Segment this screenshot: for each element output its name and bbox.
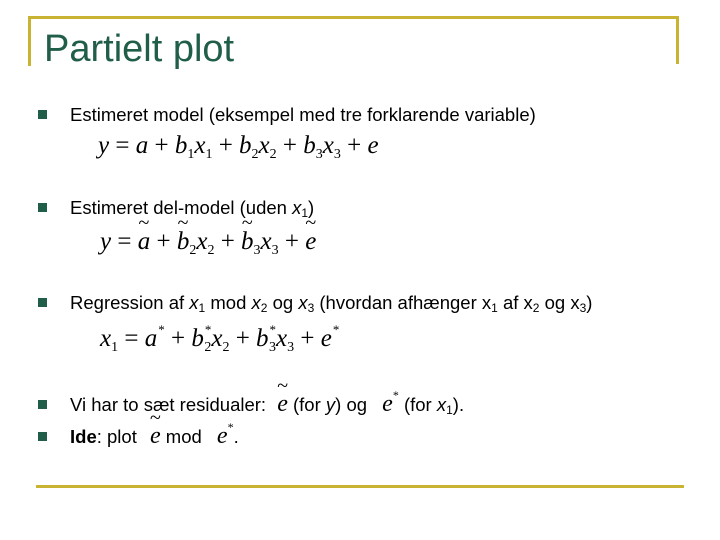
subscript: 2 (260, 301, 268, 315)
variable-x: x (189, 292, 199, 313)
text-part: (for (287, 394, 326, 415)
bullet-square-icon (38, 110, 47, 119)
bullet-regression (38, 292, 592, 315)
bullet-estimated-model (38, 104, 536, 126)
frame-right-line (676, 16, 679, 64)
residual-e-star: e* (216, 420, 234, 449)
frame-top-line (28, 16, 678, 19)
bullet-text: Estimeret del-model (uden (70, 197, 293, 218)
text-part: mod (205, 292, 252, 313)
residual-e-tilde: ~ e (142, 423, 161, 449)
text-part: : plot (96, 426, 142, 447)
subscript: 2 (532, 301, 540, 315)
text-part: ) og (335, 394, 373, 415)
bullet-square-icon (38, 298, 47, 307)
equation-full-model: $y = a + b_1x_1 + b_2x_2 + b_3x_3 + e$ (98, 132, 379, 162)
text-part: . (233, 426, 239, 447)
text-part: ) (586, 292, 593, 313)
text-part: af x (497, 292, 533, 313)
subscript: 1 (198, 301, 206, 315)
variable-y: y (325, 394, 336, 415)
residual-e-tilde: ~ e (271, 391, 288, 417)
bullet-text-suffix: ) (308, 197, 315, 218)
subscript: 1 (491, 301, 498, 315)
bullet-square-icon (38, 432, 47, 441)
text-part: (for (398, 394, 437, 415)
text-part: (hvordan afhænger x (314, 292, 492, 313)
text-part: og x (539, 292, 580, 313)
bullet-idea (38, 420, 239, 450)
bullet-text: Estimeret model (eksempel med tre forklarende variable) (70, 104, 536, 125)
slide-title: Partielt plot (44, 28, 235, 70)
text-part: mod (160, 426, 207, 447)
subscript: 3 (579, 301, 587, 315)
frame-left-line (28, 16, 31, 66)
text-part: Regression af (70, 292, 190, 313)
residual-e-star: e* (382, 388, 399, 417)
bullet-square-icon (38, 400, 47, 409)
text-part: Vi har to sæt residualer: (70, 394, 272, 415)
subscript: 1 (446, 403, 453, 417)
bullet-residuals (38, 388, 464, 418)
variable-x: x (292, 197, 302, 218)
equation-partial-model: y = ~ a + ~ $b_2x_2$ + ~ $b_3x_3$ + ~ e (100, 228, 316, 259)
variable-x: x (251, 292, 261, 313)
variable-x: x (298, 292, 308, 313)
idea-label: Ide (70, 426, 97, 447)
variable-x: x (436, 394, 447, 415)
bullet-square-icon (38, 203, 47, 212)
subscript: 1 (301, 206, 309, 220)
bottom-rule-line (36, 485, 684, 488)
text-part: ). (452, 394, 465, 415)
equation-auxiliary-regression: $x_1 = a^* + b^*_2x_2 + b^*_3x_3 + e^*$ (100, 322, 340, 355)
text-part: og (267, 292, 299, 313)
subscript: 3 (307, 301, 315, 315)
